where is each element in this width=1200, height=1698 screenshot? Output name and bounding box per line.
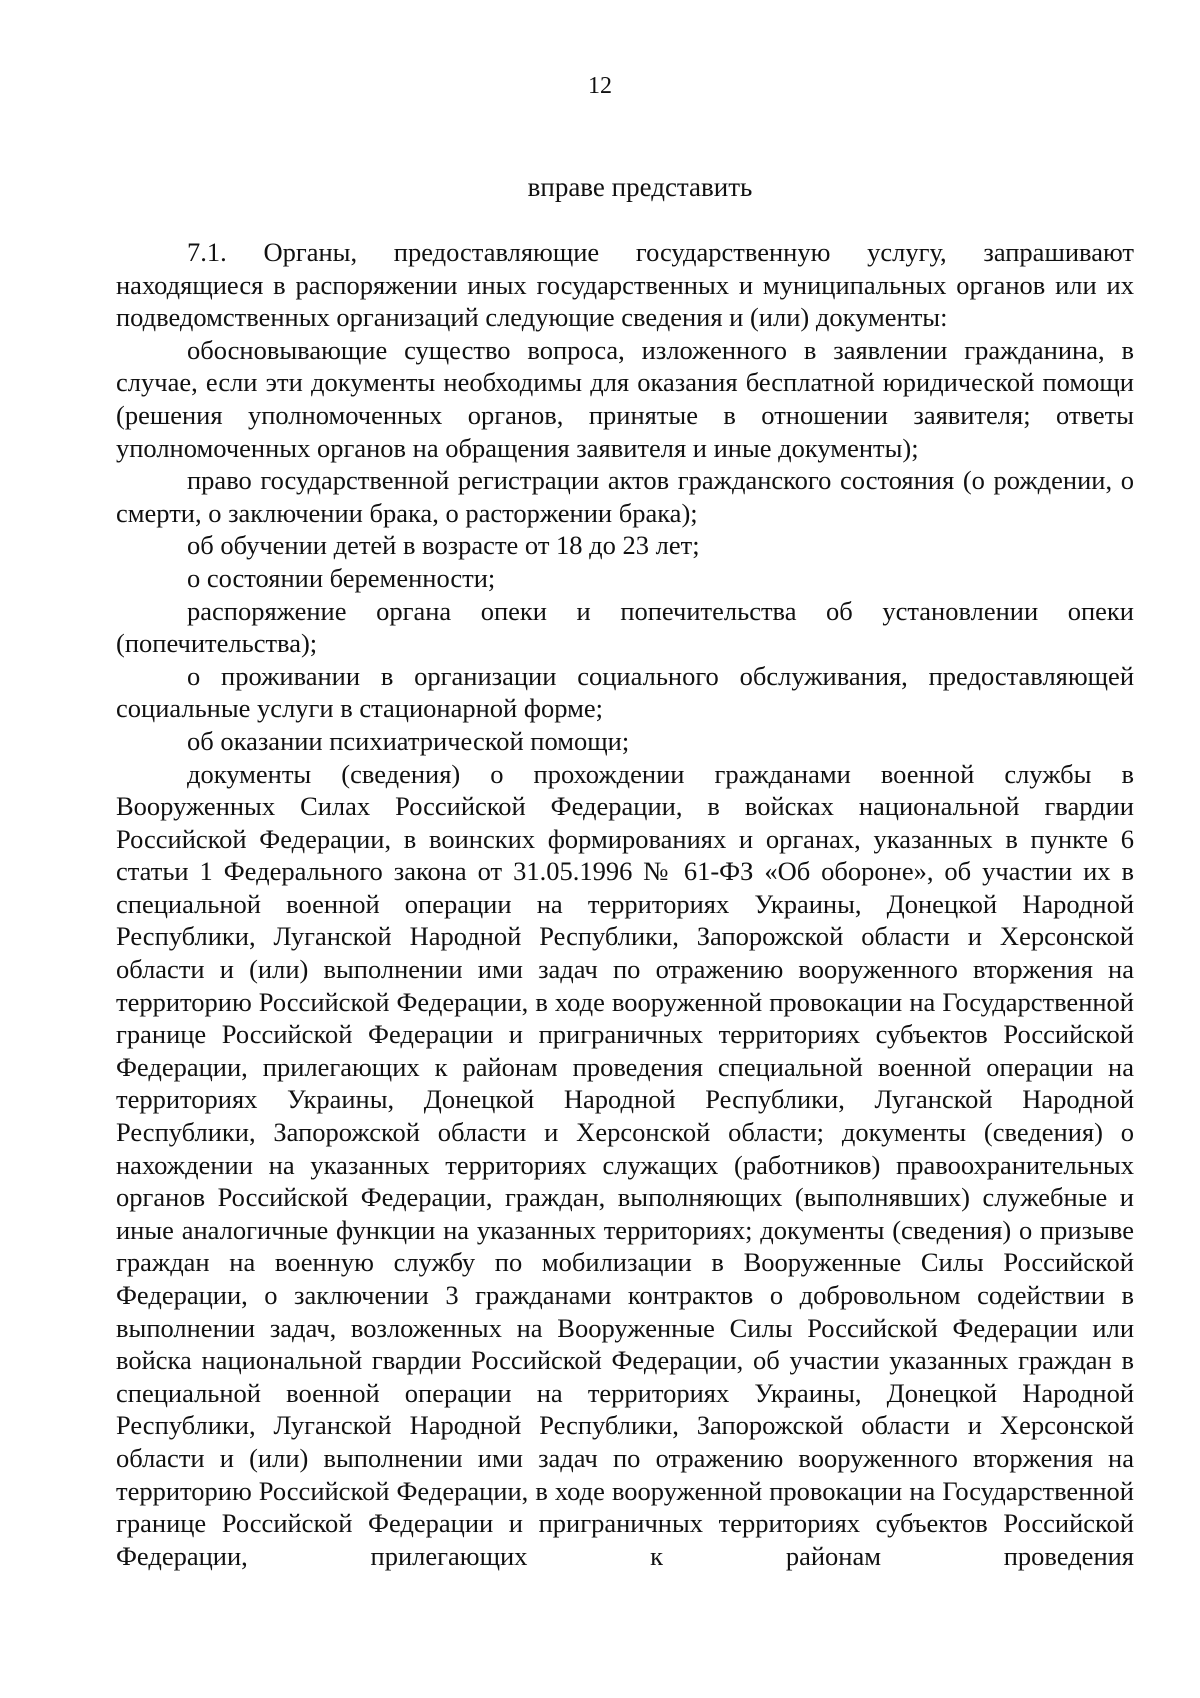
paragraph-item: об обучении детей в возрасте от 18 до 23 лет; — [187, 530, 700, 561]
paragraph-7-1: 7.1. Органы, предоставляющие государственную услугу, запрашивают находящиеся в распоряжении иных государственных и муниципальных органов или их подведомственных организаций следующие сведения и (или) документы: — [116, 237, 1134, 333]
document-body — [116, 236, 1134, 1572]
paragraph-item: распоряжение органа опеки и попечительства об установлении опеки (попечительства); — [116, 595, 1134, 659]
page-number: 12 — [588, 73, 612, 99]
paragraph-item: об оказании психиатрической помощи; — [187, 725, 630, 756]
section-heading-fragment: вправе представить — [527, 172, 753, 202]
paragraph-item: документы (сведения) о прохождении гражданами военной службы в Вооруженных Силах Российской Федерации, в войсках национальной гвардии Российской Федерации, в воинских формированиях и органах, указанных в пункте 6 статьи 1 Федерального закона от 31.05.1996 № 61-ФЗ «Об обороне», об участии их в специальной военной операции на территориях Украины, Донецкой Народной Республики, Луганской Народной Республики, Запорожской области и Херсонской области и (или) выполнении ими задач по отражению вооруженного вторжения на территорию Российской Федерации, в ходе вооруженной провокации на Государственной границе Российской Федерации и приграничных территориях субъектов Российской Федерации, прилегающих к районам проведения специальной военной операции на территориях Украины, Донецкой Народной Республики, Луганской Народной Республики, Запорожской области и Херсонской области; документы (сведения) о нахождении на указанных территориях служащих (работников) правоохранительных органов Российской Федерации, граждан, выполняющих (выполнявших) служебные и иные аналогичные функции на указанных территориях; документы (сведения) о призыве граждан на военную службу по мобилизации в Вооруженные Силы Российской Федерации, о заключении 3 гражданами контрактов о добровольном содействии в выполнении задач, возложенных на Вооруженные Силы Российской Федерации или войска национальной гвардии Российской Федерации, об участии указанных граждан в специальной военной операции на территориях Украины, Донецкой Народной Республики, Луганской Народной Республики, Запорожской области и Херсонской области и (или) выполнении ими задач по отражению вооруженного вторжения на территорию Российской Федерации, в ходе вооруженной провокации на Государственной границе Российской Федерации и приграничных территориях субъектов Российской Федерации, прилегающих к районам проведения — [116, 758, 1134, 1571]
paragraph-item: право государственной регистрации актов гражданского состояния (о рождении, о смерти, о заключении брака, о расторжении брака); — [116, 465, 1134, 528]
paragraph-item: о проживании в организации социального обслуживания, предоставляющей социальные услуги в стационарной форме; — [116, 660, 1134, 724]
paragraph-item: обосновывающие существо вопроса, изложенного в заявлении гражданина, в случае, если эти документы необходимы для оказания бесплатной юридической помощи (решения уполномоченных органов, принятые в отношении заявителя; ответы уполномоченных органов на обращения заявителя и иные документы); — [116, 334, 1134, 463]
paragraph-item: о состоянии беременности; — [187, 562, 496, 593]
